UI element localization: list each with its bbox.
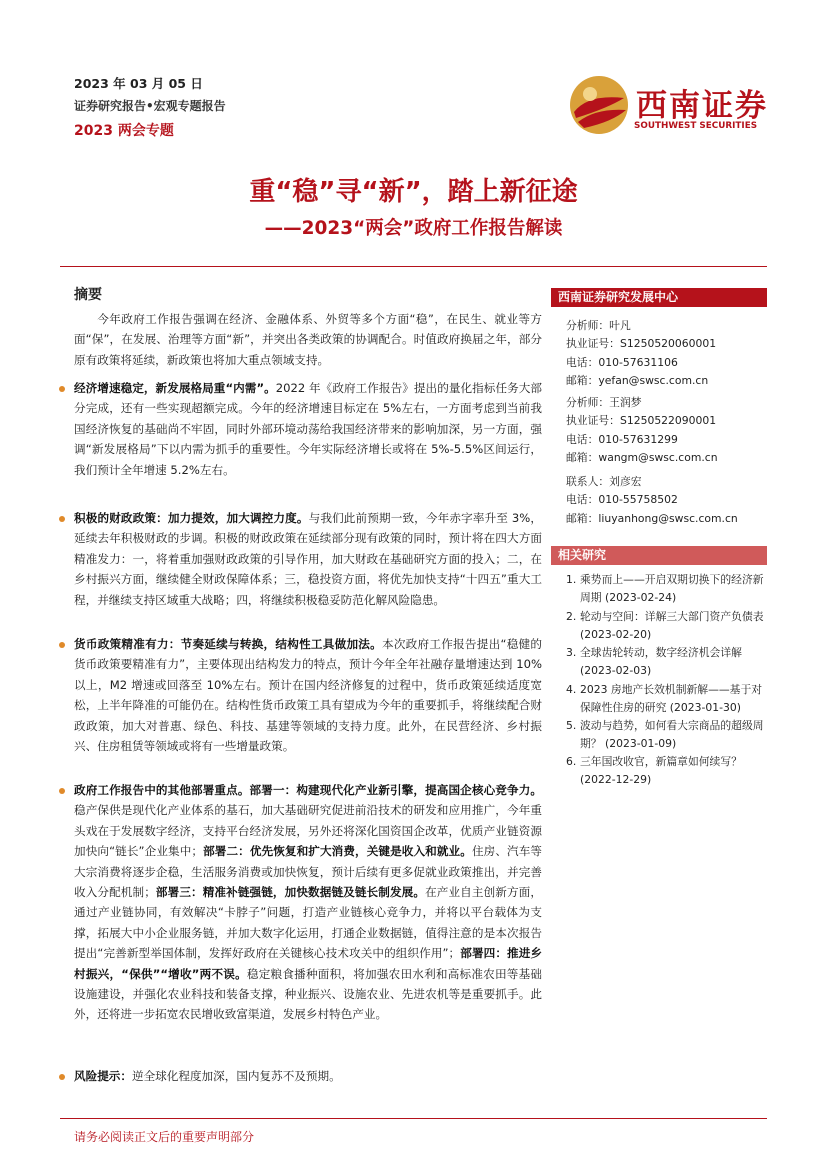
report-date: 2023 年 03 月 05 日	[74, 76, 203, 91]
analyst-cert: 执业证号：S1250522090001	[566, 414, 717, 428]
summary-intro: 今年政府工作报告强调在经济、金融体系、外贸等多个方面“稳”，在民生、就业等方面“保”，在发展、治理等方面“新”，并突出各类政策的协调配合。时值政府换届之年，部分原有政策将延续，新政策也将加大重点领域支持。	[74, 312, 542, 367]
related-research-title: 相关研究	[551, 546, 767, 565]
report-title: 重“稳”寻“新”，踏上新征途	[249, 177, 578, 207]
related-item[interactable]: 5. 波动与趋势，如何看大宗商品的超级周期？ (2023-01-09)	[566, 719, 764, 750]
analyst-email[interactable]: 邮箱：wangm@swsc.com.cn	[566, 450, 718, 464]
deploy-text-1: 稳产保供是现代化产业体系的基石，加大基础研究促进前沿技术的研发和应用推广，今年重头戏在于发展数字经济，支持平台经济发展，另外还将深化国资国企改革，优质产业链资源加快向“链长”企业集中；	[74, 803, 542, 859]
research-center-title: 西南证券研究发展中心	[551, 288, 767, 307]
bullet-body: 与我们此前预期一致，今年赤字率升至 3%，延续去年积极财政的步调。积极的财政政策在延续部分现有政策的同时，预计将在四大方面精准发力：一，将着重加强财政政策的引导作用，加大财政在基础研究方面的投入；二，在乡村振兴方面，继续健全财政保障体系；三，稳投资方面，将优先加快支持“十四五”重大工程，并继续支持区域重大战略；四，将继续积极稳妥防范化解风险隐患。	[74, 511, 542, 607]
analyst-email[interactable]: 邮箱：yefan@swsc.com.cn	[566, 373, 709, 387]
related-item[interactable]: 1. 乘势而上——开启双期切换下的经济新周期 (2023-02-24)	[566, 573, 764, 604]
analyst-cert: 执业证号：S1250520060001	[566, 337, 717, 351]
summary-bullet	[74, 634, 542, 756]
summary-heading: 摘要	[74, 287, 102, 303]
logo-name-en: SOUTHWEST SECURITIES	[634, 121, 758, 131]
contact-phone: 电话：010-55758502	[566, 493, 678, 507]
report-subtitle: ——2023“两会”政府工作报告解读	[264, 218, 563, 239]
risk-warning	[74, 1066, 542, 1086]
risk-lead: 风险提示：	[74, 1069, 132, 1083]
analyst-phone: 电话：010-57631299	[566, 432, 678, 446]
bullet-body: 2022 年《政府工作报告》提出的量化指标任务大部分完成，还有一些实现超额完成。今年的经济增速目标定在 5%左右，一方面考虑到当前我国经济恢复的基础尚不牢固，同时外部环境动荡给我国经济带来的影响加深，另一方面，强调“新发展格局”下以内需为抓手的重要性。今年实际经济增长或将在 5%-5.5%区间运行，我们预计全年增速 5.2%左右。	[74, 381, 542, 477]
bullet-lead: 经济增速稳定，新发展格局重“内需”。	[74, 381, 276, 395]
footer-notice: 请务必阅读正文后的重要声明部分	[74, 1130, 255, 1144]
related-item[interactable]: 2. 轮动与空间：详解三大部门资产负债表 (2023-02-20)	[566, 610, 764, 641]
deploy-lead-3: 部署三：精准补链强链，加快数据链及链长制发展。	[155, 885, 426, 900]
logo-emblem-icon	[568, 74, 630, 136]
contact-card	[566, 473, 738, 528]
bullet-dot-icon	[59, 642, 65, 648]
contact-email[interactable]: 邮箱：liuyanhong@swsc.com.cn	[566, 511, 738, 525]
analyst-card	[566, 394, 718, 467]
header-divider	[60, 266, 767, 267]
deploy-lead-4: 部署四：推进乡村振兴，“保供”“增收”两不误。	[74, 946, 542, 981]
report-topic: 2023 两会专题	[74, 123, 174, 139]
related-item[interactable]: 3. 全球齿轮转动，数字经济机会详解 (2023-02-03)	[566, 646, 742, 677]
report-type: 证券研究报告•宏观专题报告	[74, 99, 226, 113]
analyst-phone: 电话：010-57631106	[566, 355, 678, 369]
related-item[interactable]: 4. 2023 房地产长效机制新解——基于对保障性住房的研究 (2023-01-30)	[566, 683, 763, 714]
deploy-text-2: 住房、汽车等大宗消费将逐步企稳，生活服务消费或加快恢复，预计后续有更多促就业政策推出，并完善收入分配机制；	[74, 844, 542, 900]
contact-name: 联系人：刘彦宏	[566, 475, 642, 488]
bullet-dot-icon	[59, 516, 65, 522]
deploy-text-4: 稳定粮食播种面积，将加强农田水利和高标准农田等基础设施建设，并强化农业科技和装备支撑，种业振兴、设施农业、先进农机等是重要抓手。此外，还将进一步拓宽农民增收致富渠道，发展乡村特色产业。	[74, 966, 542, 1022]
bullet-dot-icon	[59, 788, 65, 794]
bullet-body: 本次政府工作报告提出“稳健的货币政策要精准有力”，主要体现出结构发力的特点，预计今年全年社融存量增速达到 10%以上，M2 增速或回落至 10%左右。预计在国内经济修复的过程中，货币政策延续适度宽松，上半年降准的可能仍在。结构性货币政策工具有望成为今年的重要抓手，将继续配合财政政策，加大对普惠、绿色、科技、基建等领域的支持力度。此外，在民营经济、乡村振兴、住房租赁等领域或将有一些增量政策。	[74, 637, 542, 754]
deploy-lead-2: 部署二：优先恢复和扩大消费，关键是收入和就业。	[203, 844, 472, 859]
summary-deploy	[74, 780, 542, 1025]
deploy-text-3: 在产业自主创新方面，通过产业链协同，有效解决“卡脖子”问题，打造产业链核心竞争力，并将以平台载体为支撑，拓展大中小企业服务链，并加大数字化运用，打通企业数据链，值得注意的是本次报告提出“完善新型举国体制，发挥好政府在关键核心技术攻关中的组织作用”；	[74, 885, 542, 961]
bullet-dot-icon	[59, 1074, 65, 1080]
analyst-name: 分析师：叶凡	[566, 319, 631, 332]
company-logo	[568, 72, 768, 138]
analyst-card	[566, 317, 716, 390]
bullet-lead: 货币政策精准有力：节奏延续与转换，结构性工具做加法。	[74, 637, 382, 651]
bullet-dot-icon	[59, 386, 65, 392]
deploy-lead-1: 政府工作报告中的其他部署重点。部署一：构建现代化产业新引擎，提高国企核心竞争力。	[74, 783, 542, 797]
related-item[interactable]: 6. 三年国改收官，新篇章如何续写？ (2022-12-29)	[566, 755, 742, 786]
summary-bullet	[74, 508, 542, 610]
bullet-lead: 积极的财政政策：加力提效，加大调控力度。	[74, 511, 309, 525]
risk-body: 逆全球化程度加深，国内复苏不及预期。	[131, 1069, 341, 1083]
summary-bullet	[74, 378, 542, 480]
footer-divider	[60, 1118, 767, 1119]
analyst-name: 分析师：王润梦	[566, 396, 642, 409]
logo-name-cn: 西南证券	[636, 88, 768, 124]
